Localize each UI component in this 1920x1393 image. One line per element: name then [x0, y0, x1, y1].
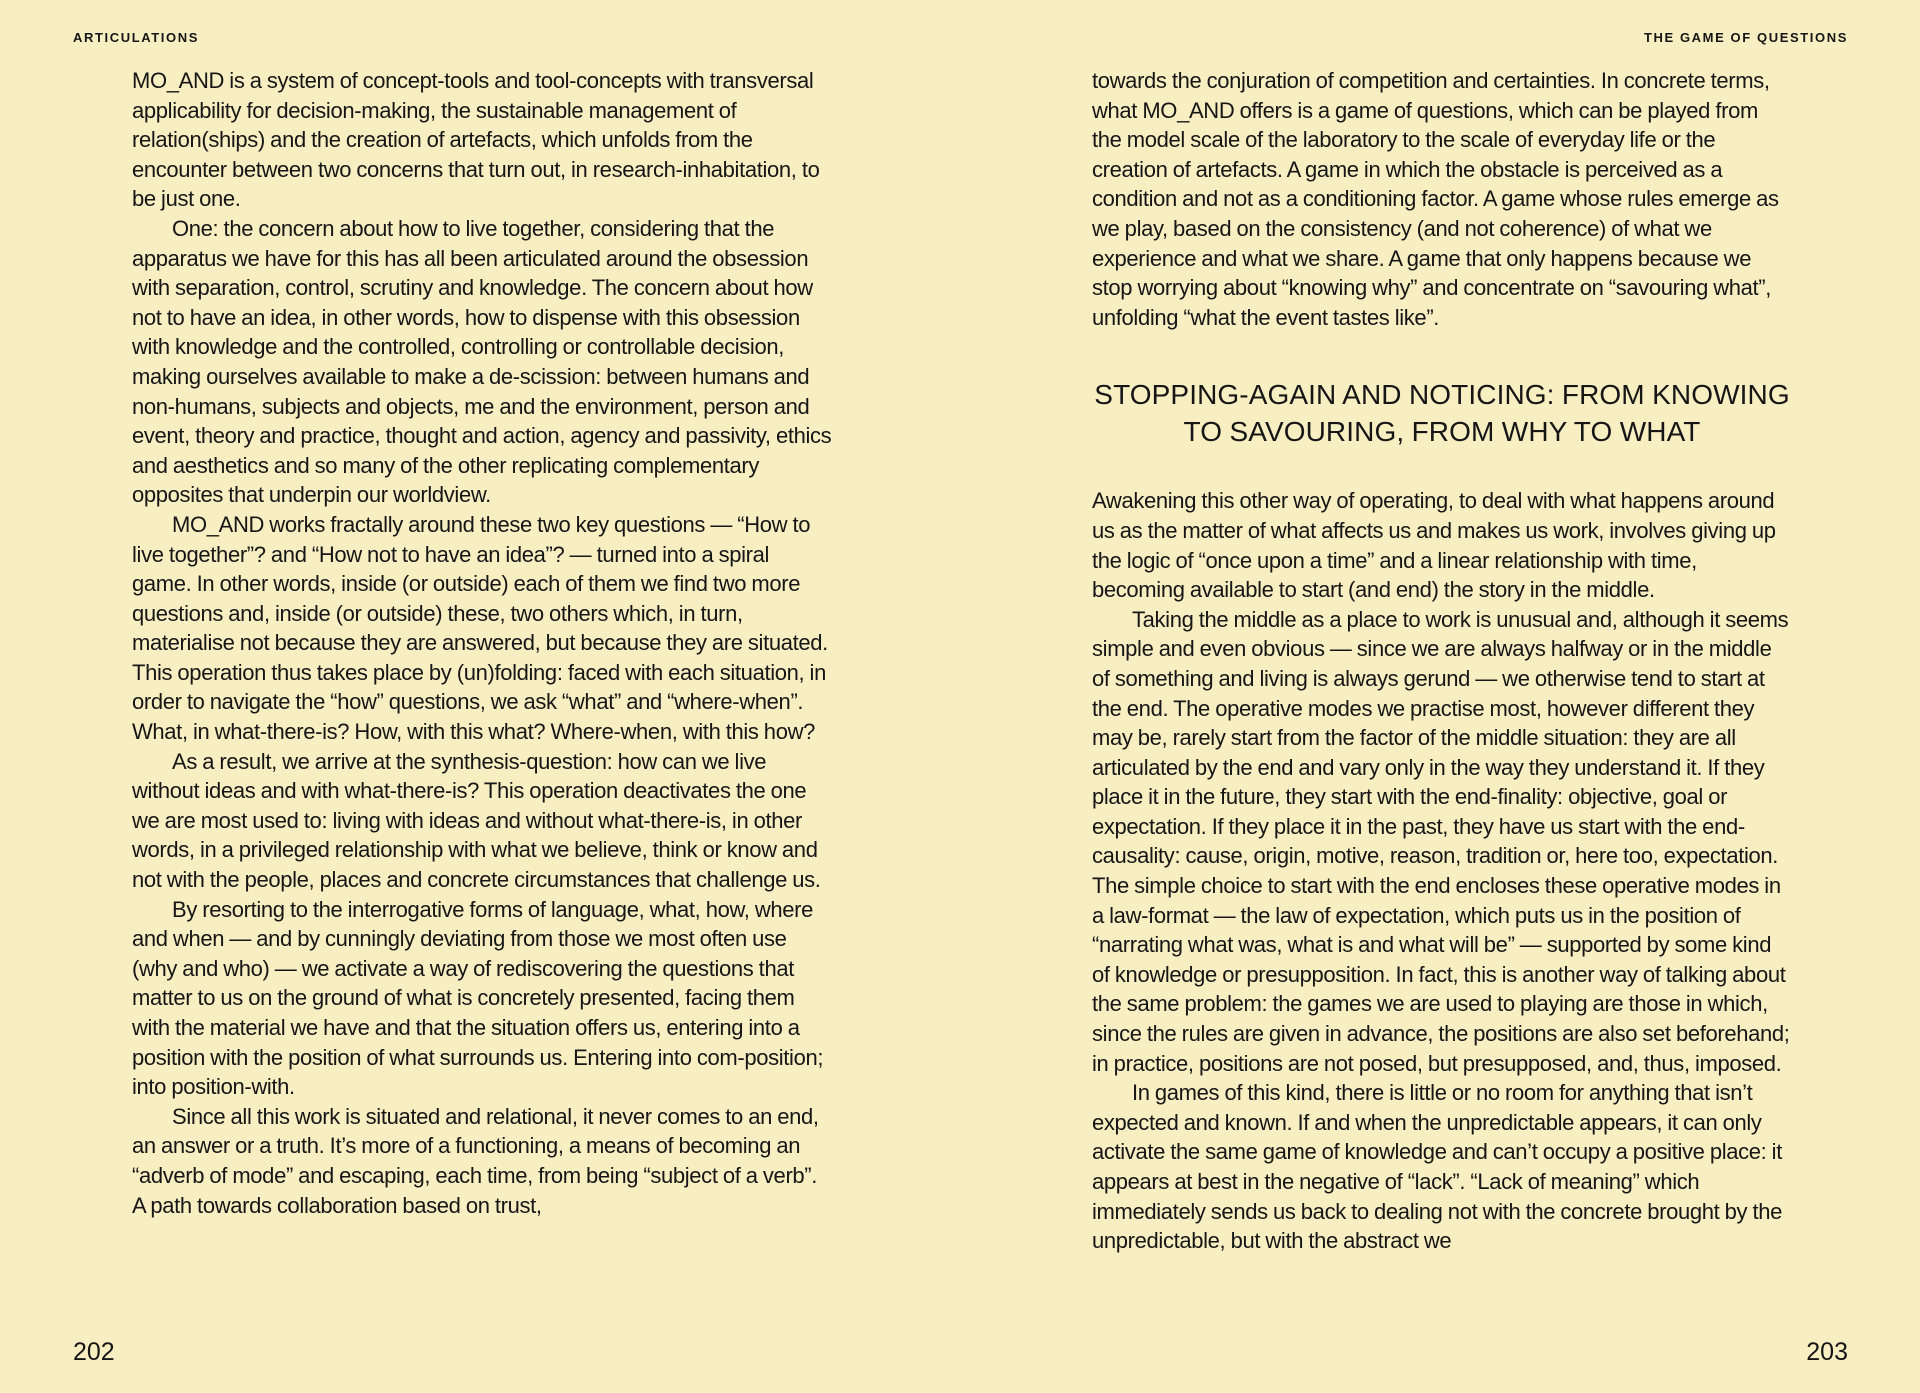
- paragraph: Taking the middle as a place to work is unusual and, although it seems simple and even obvious — since we are always halfway or in the middle of something and living is always gerund — we otherwise tend to start at the end. The operative modes we practise most, however different they may be, rarely start from the factor of the middle situation: they are all articulated by the end and vary only in the way they understand it. If they place it in the future, they start with the end-finality: objective, goal or expectation. If they place it in the past, they have us start with the end-causality: cause, origin, motive, reason, tradition or, here too, expectation. The simple choice to start with the end encloses these operative modes in a law-format — the law of expectation, which puts us in the position of “narrating what was, what is and what will be” — supported by some kind of knowledge or presupposition. In fact, this is another way of talking about the same problem: the games we are used to playing are those in which, since the rules are given in advance, the positions are also set beforehand; in practice, positions are not posed, but presupposed, and, thus, imposed.: [1092, 606, 1790, 1076]
- page-number-left: 202: [73, 1338, 115, 1366]
- paragraph: Awakening this other way of operating, to deal with what happens around us as the matter of what affects us and makes us work, involves giving up the logic of “once upon a time” and a linear relationship with time, becoming available to start (and end) the story in the middle.: [1092, 488, 1776, 603]
- running-head-left: ARTICULATIONS: [73, 30, 199, 45]
- paragraph: MO_AND is a system of concept-tools and tool-concepts with transversal applicability for decision-making, the sustainable management of relation(ships) and the creation of artefacts, which unfolds from the encounter between two concerns that turn out, in research-inhabitation, to be just one.: [132, 68, 820, 212]
- right-page-body: [1092, 66, 1792, 1256]
- page-number-right: 203: [1806, 1338, 1848, 1366]
- paragraph: By resorting to the interrogative forms of language, what, how, where and when — and by cunningly deviating from those we most often use (why and who) — we activate a way of rediscovering the questions that matter to us on the ground of what is concretely presented, facing them with the material we have and that the situation offers us, entering into a position with the position of what surrounds us. Entering into com-position; into position-with.: [132, 896, 824, 1100]
- section-heading: STOPPING-AGAIN AND NOTICING: FROM KNOWING TO SAVOURING, FROM WHY TO WHAT: [1094, 379, 1790, 448]
- left-page-body: [132, 66, 832, 1220]
- paragraph: One: the concern about how to live together, considering that the apparatus we have for this has all been articulated around the obsession with separation, control, scrutiny and knowledge. The concern about how not to have an idea, in other words, how to dispense with this obsession with knowledge and the controlled, controlling or controllable decision, making ourselves available to make a de-scission: between humans and non-humans, subjects and objects, me and the environment, person and event, theory and practice, thought and action, agency and passivity, ethics and aesthetics and so many of the other replicating complementary opposites that underpin our worldview.: [132, 215, 832, 508]
- paragraph: towards the conjuration of competition and certainties. In concrete terms, what MO_AND offers is a game of questions, which can be played from the model scale of the laboratory to the scale of everyday life or the creation of artefacts. A game in which the obstacle is perceived as a condition and not as a conditioning factor. A game whose rules emerge as we play, based on the consistency (and not coherence) of what we experience and what we share. A game that only happens because we stop worrying about “knowing why” and concentrate on “savouring what”, unfolding “what the event tastes like”.: [1092, 68, 1779, 330]
- right-page: [960, 0, 1920, 1393]
- paragraph: In games of this kind, there is little or no room for anything that isn’t expected and known. If and when the unpredictable appears, it can only activate the same game of knowledge and can’t occupy a positive place: it appears at best in the negative of “lack”. “Lack of meaning” which immediately sends us back to dealing not with the concrete brought by the unpredictable, but with the abstract we: [1092, 1080, 1782, 1254]
- paragraph: MO_AND works fractally around these two key questions — “How to live together”? and “How not to have an idea”? — turned into a spiral game. In other words, inside (or outside) each of them we find two more questions and, inside (or outside) these, two others which, in turn, materialise not because they are answered, but because they are situated. This operation thus takes place by (un)folding: faced with each situation, in order to navigate the “how” questions, we ask “what” and “where-when”. What, in what-there-is? How, with this what? Where-when, with this how?: [132, 511, 828, 745]
- running-head-right: THE GAME OF QUESTIONS: [1643, 30, 1848, 45]
- paragraph: As a result, we arrive at the synthesis-question: how can we live without ideas and with what-there-is? This operation deactivates the one we are most used to: living with ideas and without what-there-is, in other words, in a privileged relationship with what we believe, think or know and not with the people, places and concrete circumstances that challenge us.: [132, 748, 821, 893]
- paragraph: Since all this work is situated and relational, it never comes to an end, an answer or a truth. It’s more of a functioning, a means of becoming an “adverb of mode” and escaping, each time, from being “subject of a verb”. A path towards collaboration based on trust,: [132, 1103, 819, 1218]
